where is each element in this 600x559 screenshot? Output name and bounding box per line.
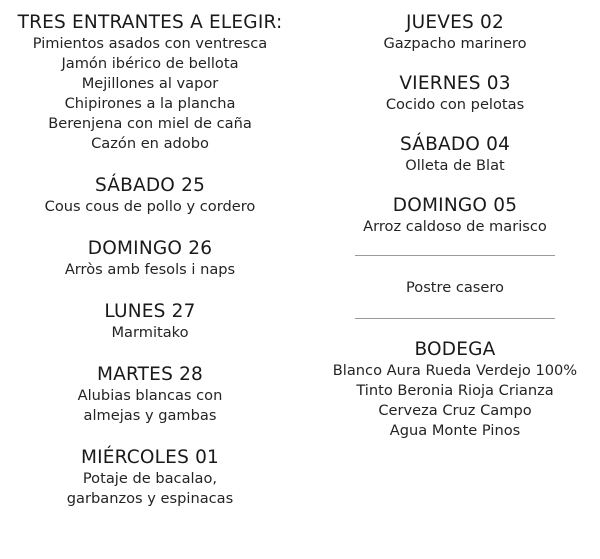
day-heading: SÁBADO 04	[399, 134, 511, 155]
drink-line: Cerveza Cruz Campo	[378, 402, 532, 419]
day-heading: LUNES 27	[104, 301, 196, 322]
day-section	[0, 364, 300, 426]
day-heading: DOMINGO 26	[87, 238, 213, 259]
day-heading: SÁBADO 25	[94, 175, 206, 196]
bodega-heading: BODEGA	[414, 339, 496, 360]
menu-item: Berenjena con miel de caña	[48, 115, 252, 132]
dish-line: Alubias blancas con	[77, 387, 223, 404]
day-section	[0, 447, 300, 509]
menu-item: Pimientos asados con ventresca	[32, 35, 268, 52]
day-heading: VIERNES 03	[399, 73, 511, 94]
day-heading: MIÉRCOLES 01	[80, 447, 220, 468]
drink-line: Blanco Aura Rueda Verdejo 100%	[332, 362, 578, 379]
day-section	[305, 73, 600, 115]
dish-line: garbanzos y espinacas	[66, 490, 234, 507]
day-section	[0, 301, 300, 343]
day-section	[0, 175, 300, 217]
day-heading: MARTES 28	[96, 364, 204, 385]
day-heading: JUEVES 02	[406, 12, 504, 33]
menu-item: Chipirones a la plancha	[64, 95, 236, 112]
dish-line: Olleta de Blat	[405, 157, 505, 174]
drink-line: Agua Monte Pinos	[389, 422, 521, 439]
menu-item: Cazón en adobo	[91, 135, 209, 152]
dish-line: Potaje de bacalao,	[82, 470, 218, 487]
section-heading: TRES ENTRANTES A ELEGIR:	[17, 12, 283, 33]
bodega-section	[305, 339, 600, 441]
divider-bottom	[355, 318, 555, 319]
dish-line: Marmitako	[111, 324, 189, 341]
dish-line: Arròs amb fesols i naps	[64, 261, 236, 278]
day-section	[305, 195, 600, 237]
day-section	[0, 238, 300, 280]
menu-item: Jamón ibérico de bellota	[61, 55, 239, 72]
dish-line: almejas y gambas	[83, 407, 217, 424]
day-section	[305, 12, 600, 54]
day-section	[305, 134, 600, 176]
dish-line: Arroz caldoso de marisco	[363, 218, 547, 235]
dessert-line: Postre casero	[406, 279, 504, 296]
left-menu-column	[0, 0, 300, 509]
drink-line: Tinto Beronia Rioja Crianza	[356, 382, 554, 399]
day-heading: DOMINGO 05	[392, 195, 518, 216]
right-menu-column	[305, 0, 600, 441]
dish-line: Gazpacho marinero	[383, 35, 527, 52]
menu-item: Mejillones al vapor	[81, 75, 219, 92]
dish-line: Cocido con pelotas	[385, 96, 525, 113]
dish-line: Cous cous de pollo y cordero	[44, 198, 256, 215]
divider-top	[355, 255, 555, 256]
starters-section	[0, 12, 300, 154]
